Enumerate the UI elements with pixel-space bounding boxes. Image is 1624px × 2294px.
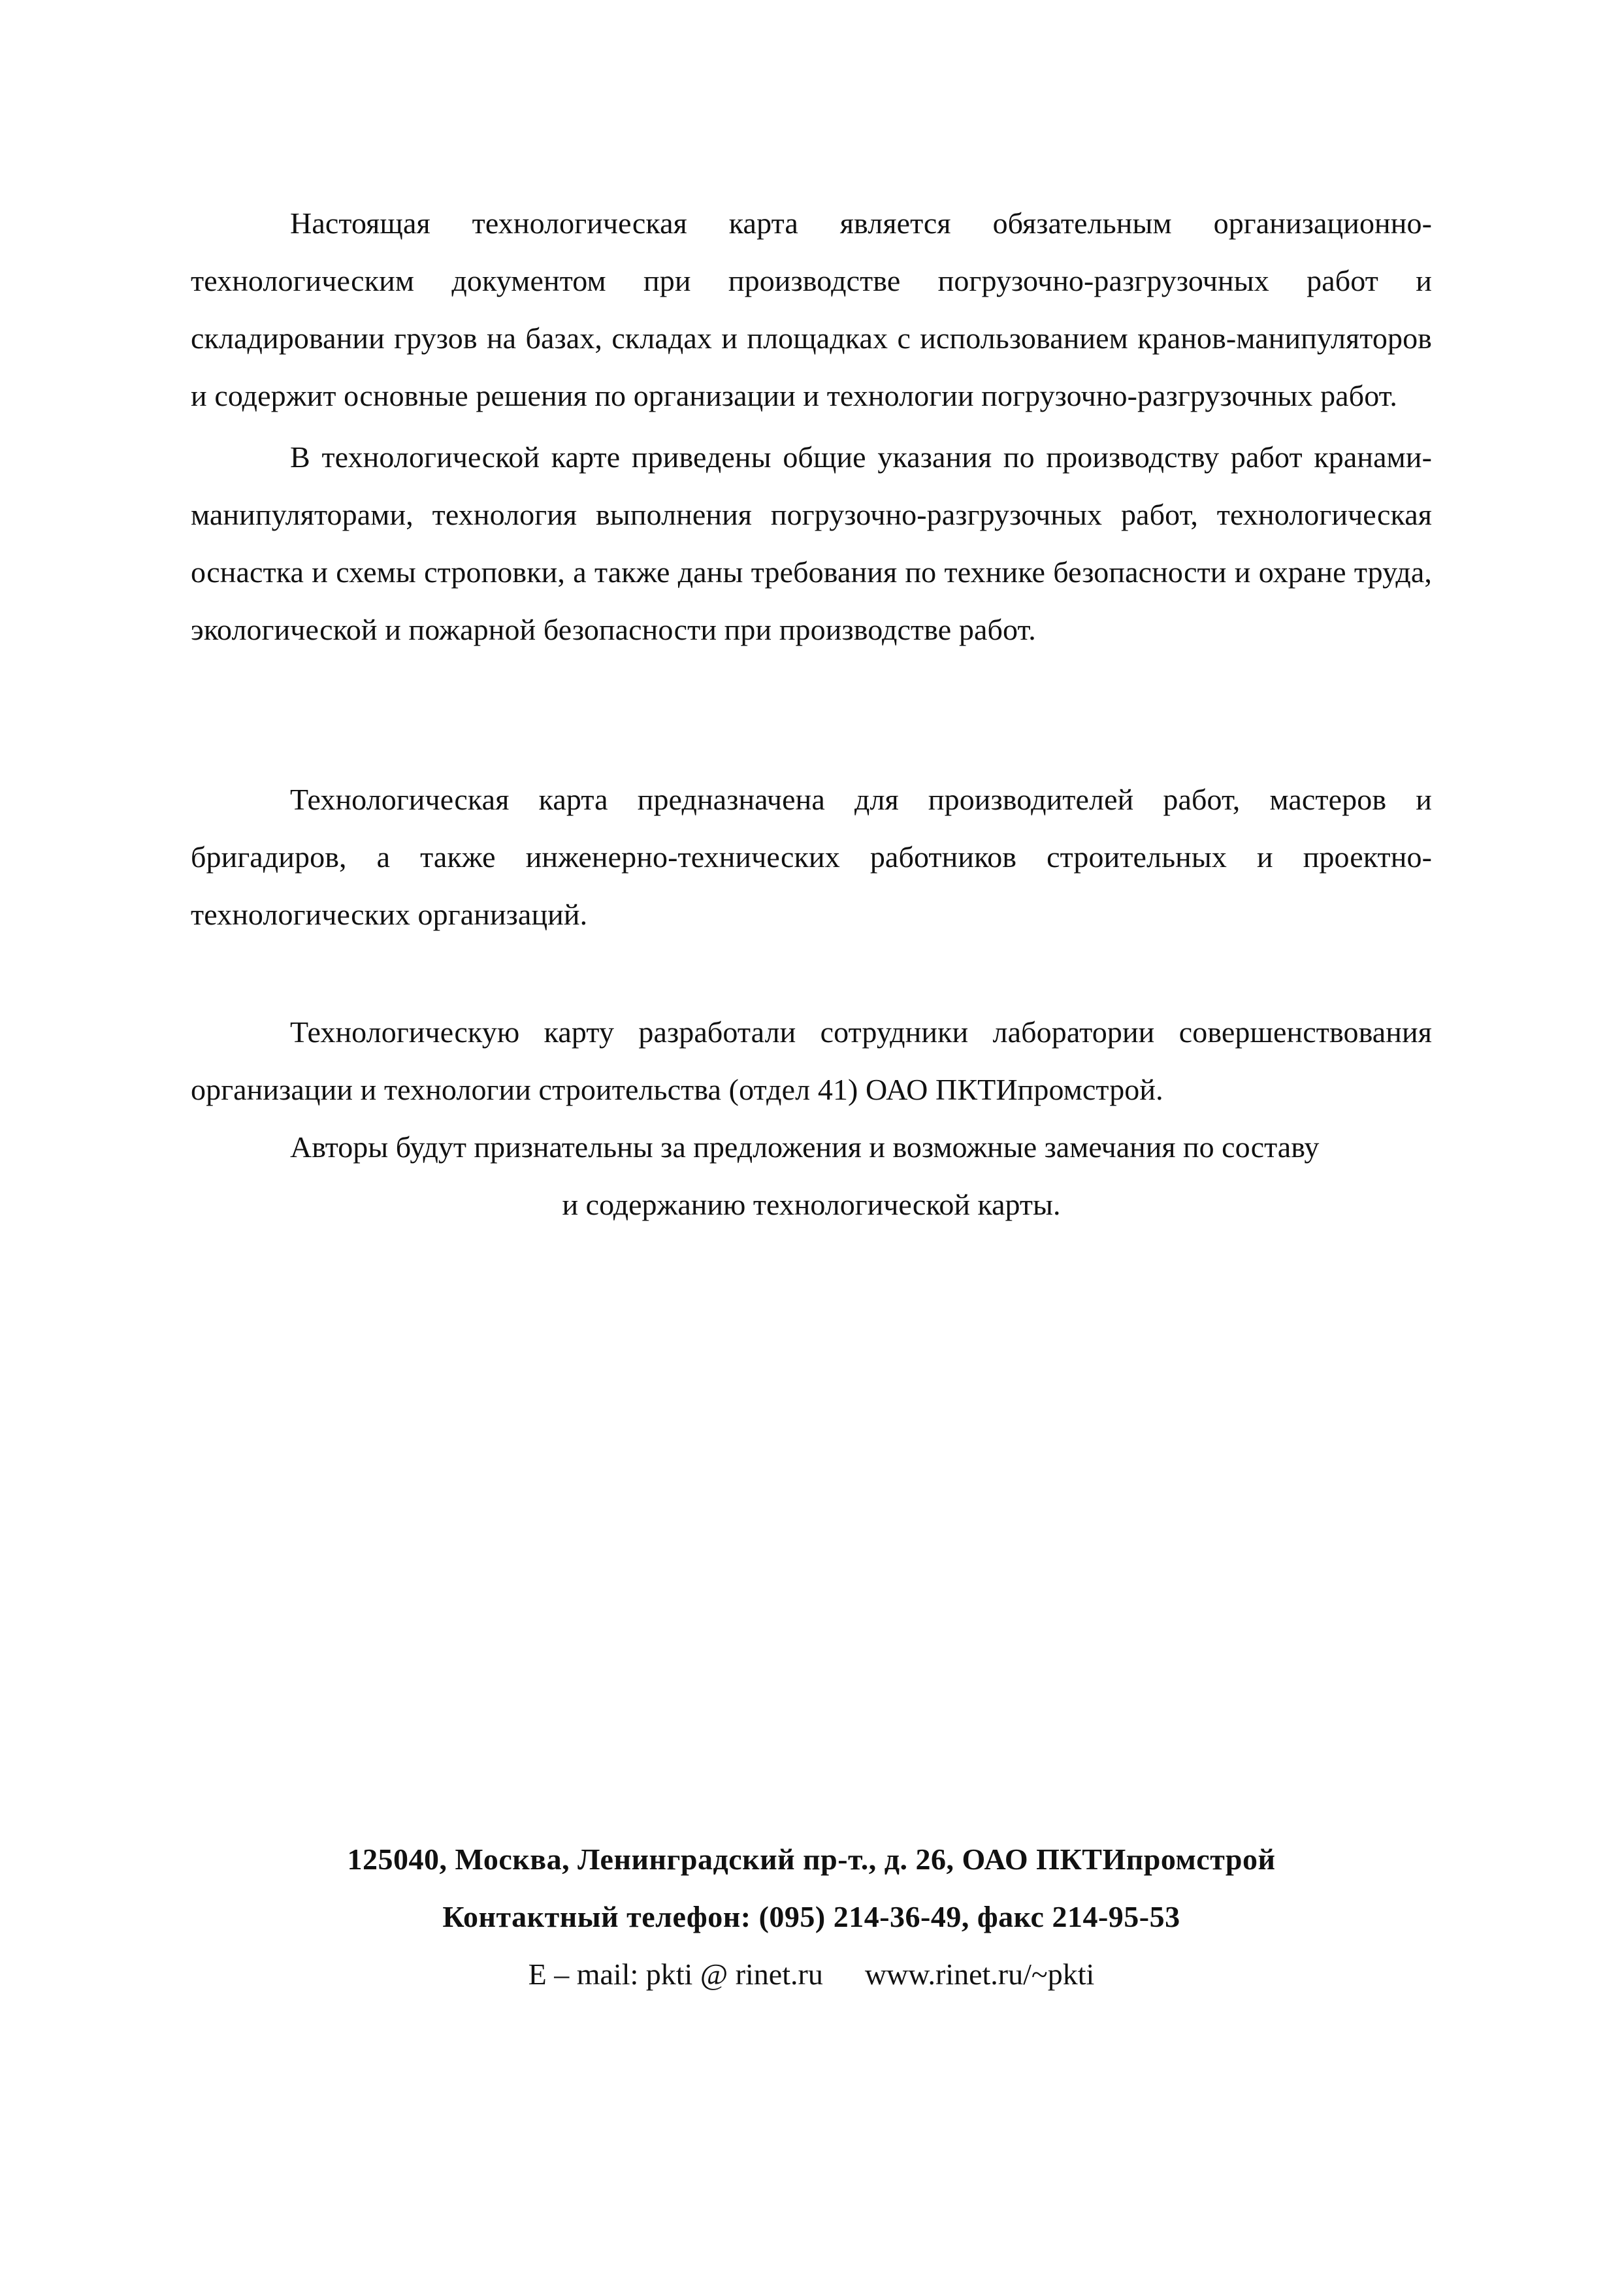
address-line: 125040, Москва, Ленинградский пр-т., д. 26, ОАО ПКТИпромстрой xyxy=(347,1843,1276,1876)
feedback-line-1: Авторы будут признательны за предложения и возможные замечания по составу xyxy=(290,1130,1320,1164)
audience-section xyxy=(191,771,1432,943)
intro-paragraph-contents: В технологической карте приведены общие указания по производству работ кранами-манипуляторами, технология выполнения погрузочно-разгрузочных работ, технологическая оснастка и схемы строповки, а также даны требования по технике безопасности и охране труда, экологической и пожарной безопасности при производстве работ. xyxy=(191,440,1432,646)
website-link[interactable]: www.rinet.ru/~pkti xyxy=(864,1958,1095,1991)
phone-line: Контактный телефон: (095) 214-36-49, факс 214-95-53 xyxy=(442,1900,1180,1933)
intro-paragraph-audience: Технологическая карта предназначена для производителей работ, мастеров и бригадиров, а также инженерно-технических работников строительных и проектно-технологических организаций. xyxy=(191,783,1432,931)
web-contacts-line xyxy=(191,1946,1432,2003)
authors-section xyxy=(191,1004,1432,1234)
contacts-section xyxy=(191,1831,1432,2003)
authors-paragraph: Технологическую карту разработали сотрудники лаборатории совершенствования организации и технологии строительства (отдел 41) ОАО ПКТИпромстрой. xyxy=(191,1015,1432,1106)
feedback-line-2: и содержанию технологической карты. xyxy=(562,1188,1061,1221)
intro-section xyxy=(191,195,1432,659)
email-address[interactable]: E – mail: pkti @ rinet.ru xyxy=(528,1958,823,1991)
intro-paragraph-purpose: Настоящая технологическая карта является обязательным организационно-технологическим документом при производстве погрузочно-разгрузочных работ и складировании грузов на базах, складах и площадках с использованием кранов-манипуляторов и содержит основные решения по организации и технологии погрузочно-разгрузочных работ. xyxy=(191,206,1432,412)
